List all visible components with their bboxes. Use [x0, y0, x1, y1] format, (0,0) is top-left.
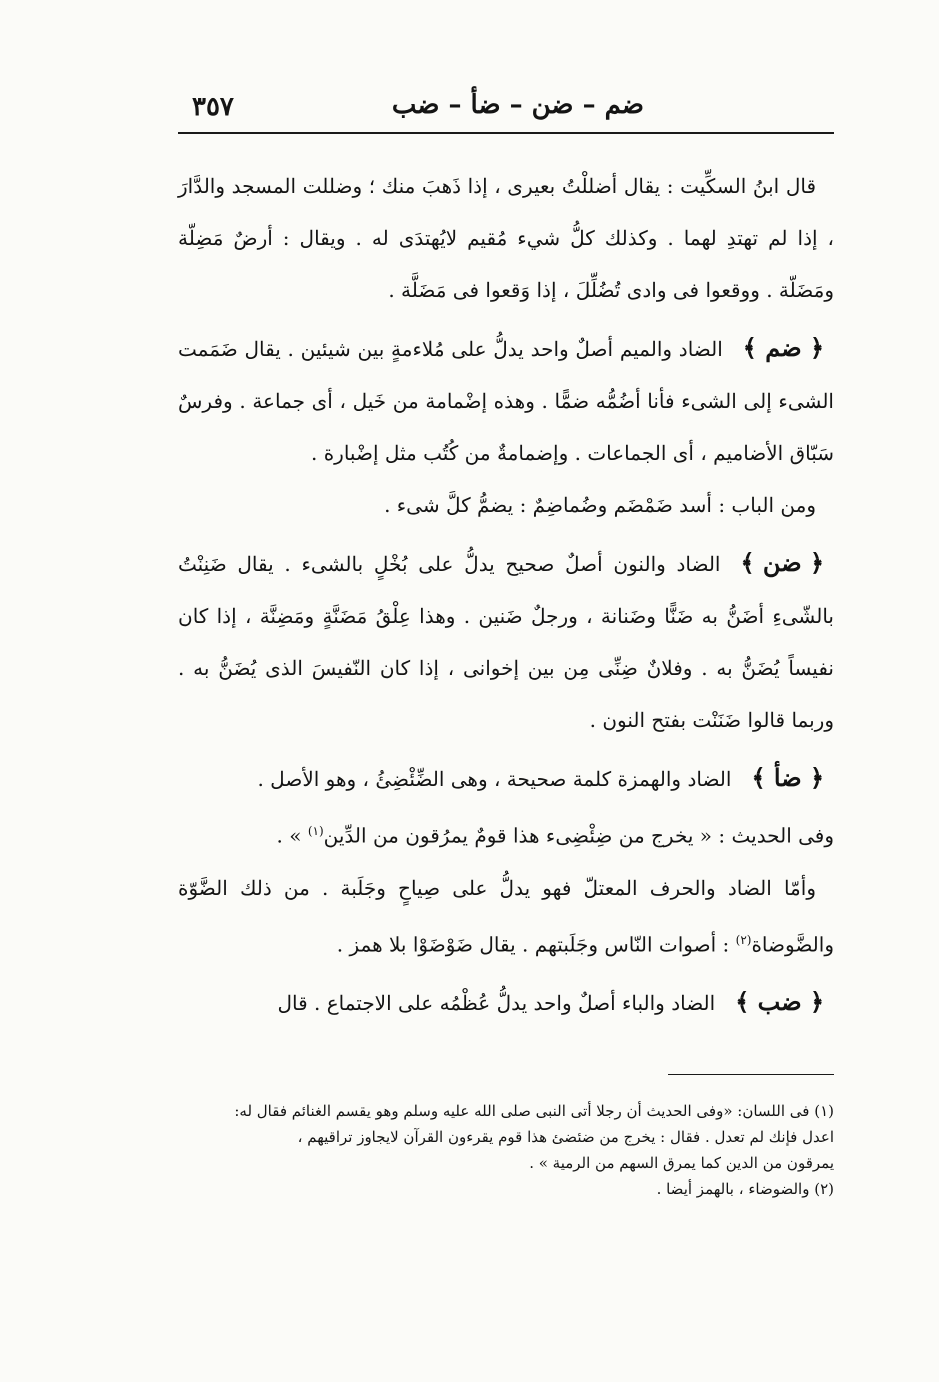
footnote-1-line-2: اعدل فإنك لم تعدل . فقال : يخرج من ضئضئ هذا قوم يقرءون القرآن لايجاوز تراقيهم ،: [297, 1128, 834, 1146]
ornament-bracket-right-icon: ﴿: [809, 333, 824, 362]
ornament-bracket-right-icon: ﴿: [809, 548, 824, 577]
ornament-bracket-left-icon: ﴾: [751, 763, 766, 792]
ornament-bracket-left-icon: ﴾: [735, 987, 750, 1017]
entry-da-text: الضاد والهمزة كلمة صحيحة ، وهى الضِّئْضِئُ ، وهو الأصل .: [257, 767, 732, 791]
main-text: [178, 160, 834, 1029]
footnote-1-line-1: (١) فى اللسان: «وفى الحديث أن رجلا أتى النبى صلى الله عليه وسلم وهو يقسم الغنائم فقال له:: [234, 1102, 834, 1120]
ornament-bracket-right-icon: ﴿: [809, 763, 824, 792]
entry-head-dm: [733, 322, 834, 374]
entry-db-text: الضاد والباء أصلٌ واحد يدلُّ عُظْمُه على الاجتماع . قال: [277, 991, 716, 1016]
hadith-quote: وفى الحديث : « يخرج من ضِئْضِىء هذا قومٌ يمرُقون من الدِّين: [323, 823, 834, 848]
running-head: ضم – ضن – ضأ – ضب: [391, 90, 644, 120]
entry-dn: [178, 537, 834, 746]
paragraph-dm-2: ومن الباب : أسد ضَمْضَم وضُماضِمٌ : يضمُّ كلَّ شىء .: [384, 493, 816, 517]
footnote-2: (٢) والضوضاء ، بالهمز أيضا .: [656, 1180, 834, 1198]
entry-db: [178, 976, 834, 1029]
paragraph-dw: [178, 862, 834, 971]
footnote-ref-1: (١): [307, 824, 324, 838]
footnote-rule: [668, 1074, 834, 1075]
entry-head-da: [741, 752, 834, 804]
entry-head-dn-label: ضن: [762, 548, 802, 577]
entry-head-db-label: ضب: [757, 987, 802, 1017]
entry-dn-text: الضاد والنون أصلٌ صحيح يدلُّ على بُخْلٍ بالشىء . يقال ضَنِنْتُ بالشّىءِ أضَنُّ به ضَنًّا وضَنانة ، ورجلٌ ضَنين . وهذا عِلْقُ مَضَنَّةٍ ومَضِنَّة ، إذا كان نفيساً يُضَنُّ به . وفلانٌ ضِنِّى مِن بين إخوانى ، إذا كان النّفيسَ الذى يُضَنُّ به . وربما قالوا ضَنَنْت بفتح النون .: [178, 552, 834, 732]
ornament-bracket-left-icon: ﴾: [742, 333, 757, 362]
page-header: [178, 88, 834, 134]
entry-da: [178, 752, 834, 862]
entry-dm: [178, 322, 834, 479]
page-number: ٣٥٧: [192, 92, 234, 122]
paragraph-intro: قال ابنُ السكِّيت : يقال أضللْتُ بعيرى ، إذا ذَهبَ منك ؛ وضللت المسجد والدَّارَ ، إذا لم تهتدِ لهما . وكذلك كلُّ شيء مُقيم لايُهتدَى له . ويقال : أرضٌ مَضِلّة ومَضَلّة . ووقعوا فى وادى تُضُلِّلَ ، إذا وَقعوا فى مَضَلَّة .: [178, 174, 834, 302]
hadith-quote-end: » .: [276, 823, 302, 848]
ornament-bracket-right-icon: ﴿: [809, 987, 824, 1017]
footnotes: [180, 1098, 834, 1202]
paragraph-dw-end: : أصوات النّاس وجَلَبتهم . يقال ضَوْضَوْا بلا همز .: [336, 932, 730, 957]
footnote-ref-2: (٢): [735, 932, 752, 947]
paragraph-dw-lead: وأمّا الضاد والحرف المعتلّ فهو يدلُّ على صِياحٍ وجَلَبة . من ذلك الضَّوّة والضَّوضاة: [178, 875, 834, 957]
entry-head-dn: [731, 537, 835, 589]
entry-dm-text: الضاد والميم أصلٌ واحد يدلُّ على مُلاءمةٍ بين شيئين . يقال ضَمَمت الشىء إلى الشىء فأنا أضُمُّه ضمًّا . وهذه إضْمامة من خَيل ، أى جماعة . وفرسٌ سَبّاق الأضاميم ، أى الجماعات . وإضمامةٌ من كُتُب مثل إضْبارة .: [178, 337, 834, 465]
entry-head-db: [725, 976, 834, 1028]
entry-head-da-label: ضأ: [773, 763, 802, 792]
ornament-bracket-left-icon: ﴾: [740, 548, 755, 577]
footnote-1-line-3: يمرقون من الدين كما يمرق السهم من الرمية » .: [529, 1154, 834, 1172]
entry-head-dm-label: ضم: [765, 333, 802, 362]
